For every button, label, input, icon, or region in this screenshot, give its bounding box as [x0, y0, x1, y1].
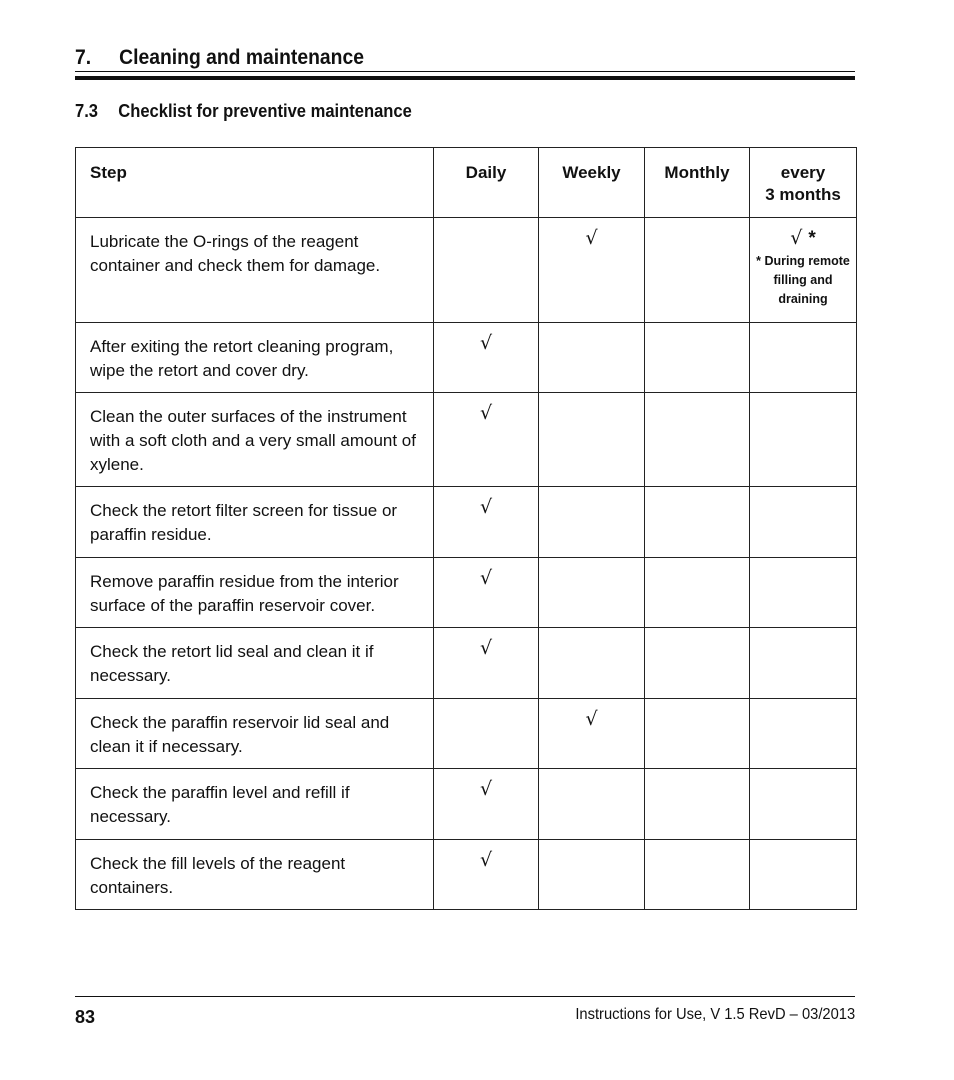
table-row [76, 487, 857, 558]
section-title: Checklist for preventive maintenance [118, 101, 412, 121]
header-monthly: Monthly [645, 148, 750, 218]
daily-cell [434, 218, 539, 323]
step-cell: After exiting the retort cleaning program, wipe the retort and cover dry. [76, 323, 434, 393]
monthly-cell [645, 218, 750, 323]
monthly-cell [645, 558, 750, 628]
footer-rule [75, 996, 855, 997]
daily-cell: √ [434, 487, 539, 558]
every-3-months-cell [750, 699, 857, 769]
monthly-cell [645, 840, 750, 910]
document-version: Instructions for Use, V 1.5 RevD – 03/2013 [575, 1006, 855, 1023]
every-3-months-cell [750, 840, 857, 910]
every-3-months-cell [750, 393, 857, 487]
table-row [76, 323, 857, 393]
table-row [76, 393, 857, 487]
table-header-row [76, 148, 857, 218]
weekly-cell [539, 393, 645, 487]
every-3-months-cell: √ * * During remote filling and draining [750, 218, 857, 323]
header-rule-thick [75, 76, 855, 80]
monthly-cell [645, 628, 750, 699]
footnote-remote-filling: * During remote filling and draining [756, 254, 850, 306]
every-3-months-cell [750, 558, 857, 628]
header-every-3-months: every 3 months [750, 148, 857, 218]
every-3-months-cell [750, 323, 857, 393]
daily-cell: √ [434, 769, 539, 840]
chapter-heading [75, 46, 364, 70]
maintenance-checklist-table [75, 147, 857, 910]
section-heading [75, 101, 412, 122]
chapter-title: Cleaning and maintenance [119, 46, 364, 69]
weekly-cell: √ [539, 699, 645, 769]
weekly-cell [539, 628, 645, 699]
page-number: 83 [75, 1007, 96, 1027]
weekly-cell [539, 558, 645, 628]
every-3-months-cell [750, 487, 857, 558]
monthly-cell [645, 699, 750, 769]
step-cell: Check the paraffin reservoir lid seal and clean it if necessary. [76, 699, 434, 769]
header-rule-thin [75, 71, 855, 72]
monthly-cell [645, 769, 750, 840]
daily-cell: √ [434, 323, 539, 393]
header-weekly: Weekly [539, 148, 645, 218]
daily-cell: √ [434, 393, 539, 487]
chapter-number: 7. [75, 46, 92, 69]
monthly-cell [645, 393, 750, 487]
weekly-cell [539, 323, 645, 393]
daily-cell [434, 699, 539, 769]
table-row [76, 840, 857, 910]
weekly-cell [539, 769, 645, 840]
step-cell: Check the retort lid seal and clean it if necessary. [76, 628, 434, 699]
table-row [76, 769, 857, 840]
step-cell: Remove paraffin residue from the interior surface of the paraffin reservoir cover. [76, 558, 434, 628]
weekly-cell [539, 487, 645, 558]
weekly-cell [539, 840, 645, 910]
daily-cell: √ [434, 628, 539, 699]
table-row [76, 218, 857, 323]
table-row [76, 699, 857, 769]
weekly-cell: √ [539, 218, 645, 323]
step-cell: Check the paraffin level and refill if necessary. [76, 769, 434, 840]
step-cell: Check the retort filter screen for tissue or paraffin residue. [76, 487, 434, 558]
daily-cell: √ [434, 558, 539, 628]
step-cell: Check the fill levels of the reagent containers. [76, 840, 434, 910]
step-cell: Lubricate the O-rings of the reagent container and check them for damage. [76, 218, 434, 323]
monthly-cell [645, 323, 750, 393]
every-3-months-cell [750, 769, 857, 840]
monthly-cell [645, 487, 750, 558]
header-step: Step [76, 148, 434, 218]
table-row [76, 628, 857, 699]
section-number: 7.3 [75, 101, 99, 121]
header-daily: Daily [434, 148, 539, 218]
every-3-months-cell [750, 628, 857, 699]
step-cell: Clean the outer surfaces of the instrument with a soft cloth and a very small amount of xylene. [76, 393, 434, 487]
daily-cell: √ [434, 840, 539, 910]
table-row [76, 558, 857, 628]
